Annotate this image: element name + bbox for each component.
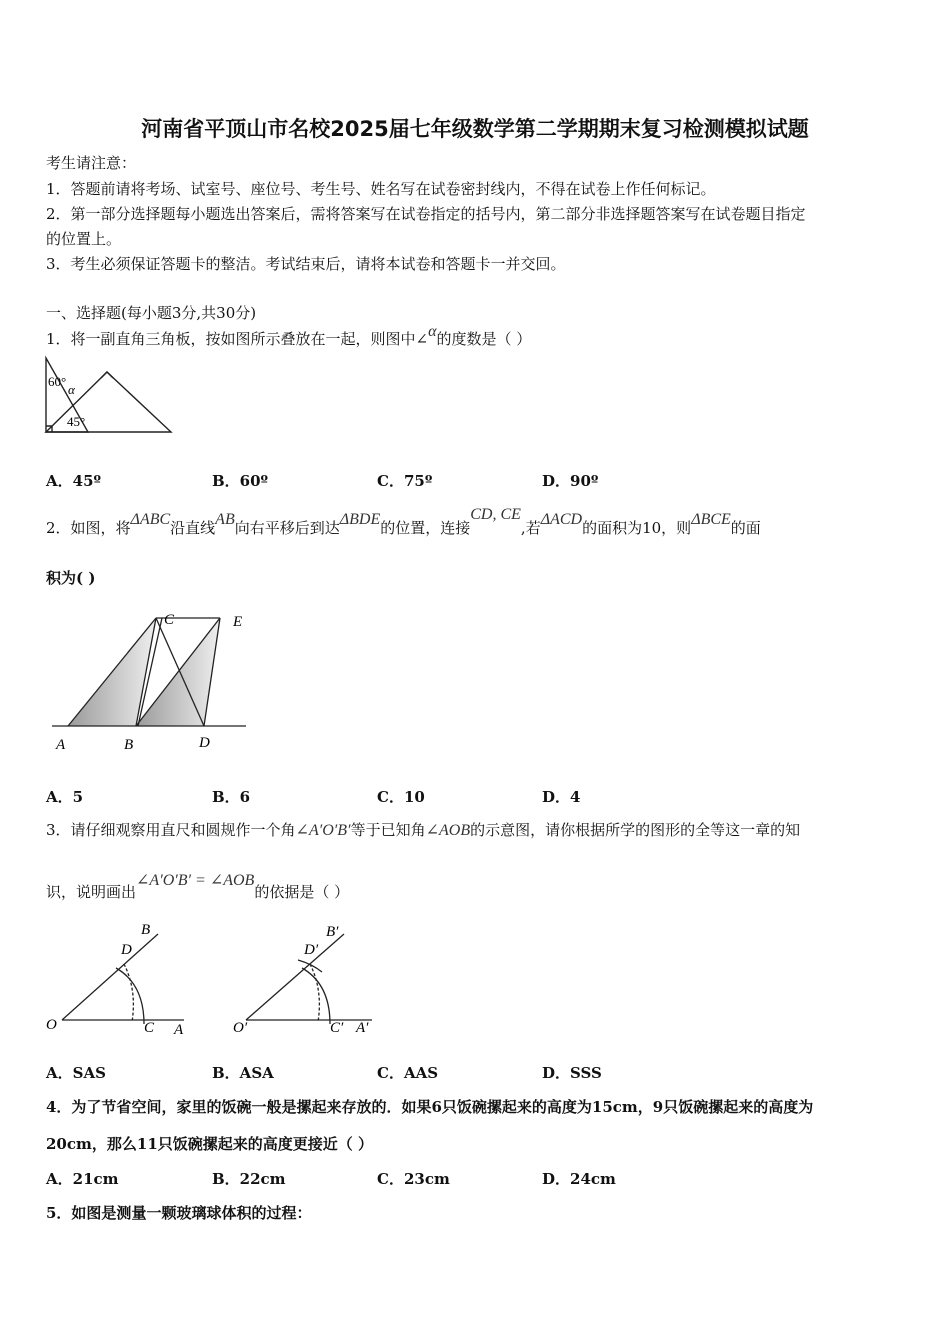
- q2-p4: 的位置，连接: [380, 519, 471, 537]
- q2-text-line2: 积为( ): [46, 569, 96, 587]
- q2-label-d: D: [199, 735, 210, 751]
- q3-m3: ∠A′O′B′ = ∠AOB: [136, 872, 255, 889]
- q3-fig1-d: D: [121, 942, 132, 958]
- q1-text-a: 1．将一副直角三角板，按如图所示叠放在一起，则图中∠: [46, 330, 429, 348]
- q2-p2: 沿直线: [170, 519, 216, 537]
- q3-p3: 的示意图，请你根据所学的图形的全等这一章的知: [470, 821, 801, 839]
- q2-option-b[interactable]: B．6: [212, 788, 251, 806]
- q2-option-c[interactable]: C．10: [377, 788, 425, 806]
- q1-option-a[interactable]: A．45º: [46, 472, 102, 490]
- q1-option-b[interactable]: B．60º: [212, 472, 269, 490]
- q1-option-d[interactable]: D．90º: [542, 472, 599, 490]
- q2-text: [46, 506, 761, 538]
- q2-m3: ΔBDE: [339, 511, 381, 528]
- q2-label-a: A: [56, 737, 66, 753]
- q2-p3: 向右平移后到达: [234, 519, 340, 537]
- q4-option-d[interactable]: D．24cm: [542, 1170, 616, 1188]
- q2-p1: 2．如图，将: [46, 519, 131, 537]
- q1-angle-60: 60°: [48, 374, 67, 389]
- q1-angle-alpha: α: [68, 382, 75, 397]
- q3-text-line2: [46, 872, 350, 902]
- q2-label-b: B: [124, 737, 134, 753]
- q4-option-b[interactable]: B．22cm: [212, 1170, 286, 1188]
- q3-figure-1: [44, 920, 194, 1040]
- notice-item-1: 1．答题前请将考场、试室号、座位号、考生号、姓名写在试卷密封线内，不得在试卷上作任何标记。: [46, 180, 716, 198]
- page-title: 河南省平顶山市名校2025届七年级数学第二学期期末复习检测模拟试题: [141, 117, 809, 141]
- q3-fig1-a: A: [174, 1022, 184, 1038]
- q2-p6: 的面积为10，则: [582, 519, 692, 537]
- notice-item-3: 3．考生必须保证答题卡的整洁。考试结束后，请将本试卷和答题卡一并交回。: [46, 255, 566, 273]
- notice-item-2: 2．第一部分选择题每小题选出答案后，需将答案写在试卷指定的括号内，第二部分非选择题答案写在试卷题目指定: [46, 205, 806, 223]
- q2-m4: CD, CE: [470, 506, 521, 523]
- q1-option-c[interactable]: C．75º: [377, 472, 433, 490]
- q4-option-c[interactable]: C．23cm: [377, 1170, 450, 1188]
- q2-m5: ΔACD: [540, 511, 583, 528]
- q1-text: [46, 323, 532, 349]
- q2-option-a[interactable]: A．5: [46, 788, 84, 806]
- q4-text-line1: 4．为了节省空间，家里的饭碗一般是摞起来存放的．如果6只饭碗摞起来的高度为15cm，9只饭碗摞起来的高度为: [46, 1098, 814, 1116]
- q3-m2: ∠AOB: [425, 822, 471, 839]
- q2-option-d[interactable]: D．4: [542, 788, 581, 806]
- q3-option-b[interactable]: B．ASA: [212, 1064, 274, 1082]
- q3-option-d[interactable]: D．SSS: [542, 1064, 602, 1082]
- q3-p2: 等于已知角: [350, 821, 426, 839]
- q3-fig2-o: O′: [233, 1020, 248, 1036]
- q1-alpha: α: [428, 323, 437, 340]
- q4-option-a[interactable]: A．21cm: [46, 1170, 119, 1188]
- q2-p5: ,若: [520, 519, 541, 537]
- q5-text: 5．如图是测量一颗玻璃球体积的过程：: [46, 1204, 312, 1222]
- q1-angle-45: 45°: [67, 414, 86, 429]
- q3-p4: 识，说明画出: [46, 883, 137, 901]
- section-heading: 一、选择题(每小题3分,共30分): [46, 304, 257, 322]
- q2-m6: ΔBCE: [691, 511, 731, 528]
- q2-p7: 的面: [730, 519, 761, 537]
- q3-fig2-b: B′: [326, 924, 339, 940]
- q1-figure: [40, 352, 180, 442]
- notice-item-2-cont: 的位置上。: [46, 230, 122, 248]
- q3-fig1-b: B: [141, 922, 151, 938]
- q3-p5: 的依据是（ ）: [254, 883, 350, 901]
- q3-option-c[interactable]: C．AAS: [377, 1064, 439, 1082]
- q3-option-a[interactable]: A．SAS: [46, 1064, 106, 1082]
- q2-m2: AB: [215, 511, 235, 528]
- q1-text-b: 的度数是（ ）: [436, 330, 532, 348]
- q3-fig1-c: C: [144, 1020, 155, 1036]
- notice-heading: 考生请注意：: [46, 154, 137, 172]
- q4-text-line2: 20cm，那么11只饭碗摞起来的高度更接近（ ）: [46, 1135, 373, 1153]
- q3-text: [46, 819, 800, 840]
- q2-label-c: C: [164, 612, 175, 628]
- q3-figure-2: [230, 920, 380, 1040]
- q3-fig2-a: A′: [356, 1020, 369, 1036]
- q3-p1: 3．请仔细观察用直尺和圆规作一个角: [46, 821, 296, 839]
- q3-m1: ∠A′O′B′: [295, 822, 351, 839]
- q2-m1: ΔABC: [130, 511, 171, 528]
- q2-label-e: E: [233, 614, 243, 630]
- q3-fig2-c: C′: [330, 1020, 344, 1036]
- q2-figure: [50, 608, 250, 753]
- q3-fig1-o: O: [46, 1017, 57, 1033]
- q3-fig2-d: D′: [304, 942, 319, 958]
